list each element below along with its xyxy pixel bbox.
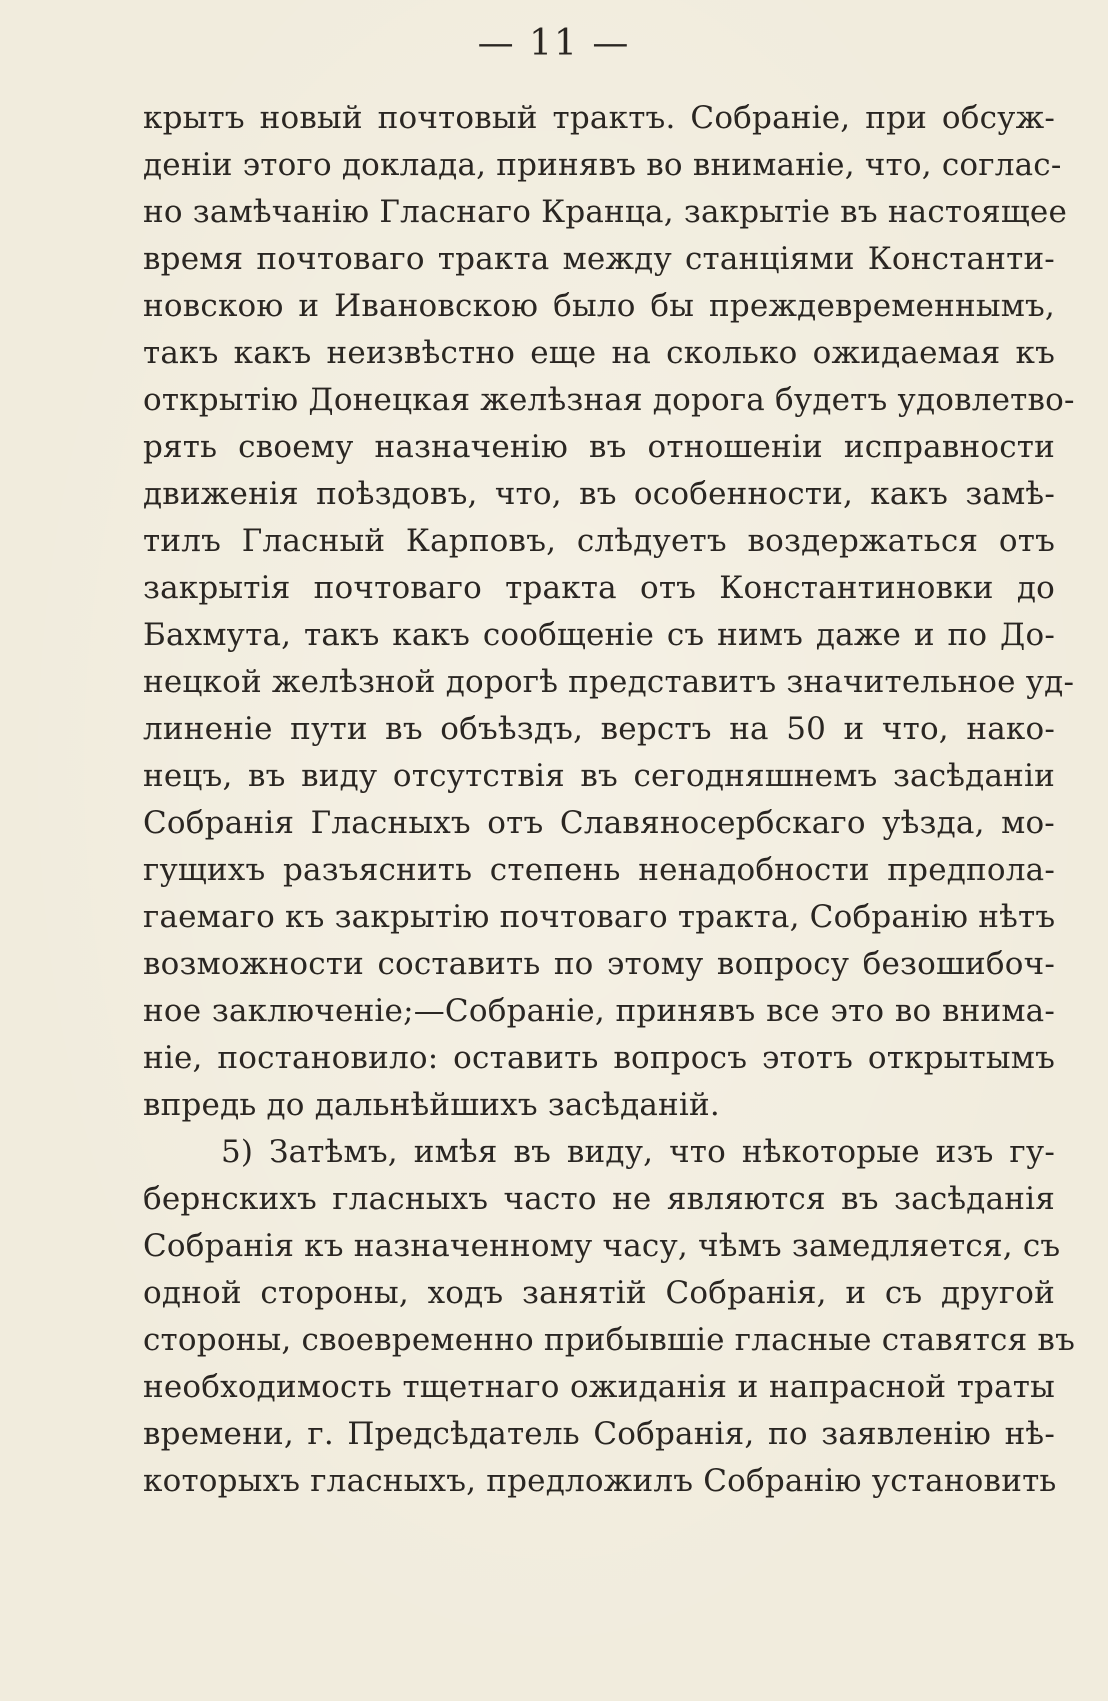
text-line: но замѣчанію Гласнаго Кранца, закрытіе въ настоящее [143,194,1068,230]
text-line: Собранія къ назначенному часу, чѣмъ замедляется, съ [143,1228,1061,1264]
text-line: стороны, своевременно прибывшіе гласные ставятся въ [143,1322,1075,1358]
text-line: ніе, постановило: оставить вопросъ этотъ открытымъ [143,1040,1055,1076]
page-number: — 11 — [477,23,631,64]
text-line: Бахмута, такъ какъ сообщеніе съ нимъ даже и по До- [143,617,1055,653]
text-line: деніи этого доклада, принявъ во вниманіе, что, соглас- [143,147,1062,183]
text-line: крытъ новый почтовый трактъ. Собраніе, при обсуж- [143,100,1055,136]
text-line: рять своему назначенію въ отношеніи исправности [143,429,1055,465]
text-line: бернскихъ гласныхъ часто не являются въ засѣданія [143,1181,1055,1217]
text-line: возможности составить по этому вопросу безошибоч- [143,946,1055,982]
text-line: времени, г. Предсѣдатель Собранія, по заявленію нѣ- [143,1416,1055,1452]
text-line: закрытія почтоваго тракта отъ Константиновки до [143,570,1055,606]
body-text [143,95,1075,1505]
text-line: нецкой желѣзной дорогѣ представитъ значительное уд- [143,664,1075,700]
text-line: открытію Донецкая желѣзная дорога будетъ удовлетво- [143,382,1075,418]
text-line: такъ какъ неизвѣстно еще на сколько ожидаемая къ [143,335,1055,371]
text-line: одной стороны, ходъ занятій Собранія, и съ другой [143,1275,1055,1311]
text-line: ное заключеніе;—Собраніе, принявъ все это во внима- [143,993,1055,1029]
text-line: нецъ, въ виду отсутствія въ сегодняшнемъ засѣданіи [143,758,1055,794]
text-line: которыхъ гласныхъ, предложилъ Собранію установить [143,1463,1057,1499]
paragraph-end-line: впредь до дальнѣйшихъ засѣданій. [143,1087,720,1123]
text-line: Собранія Гласныхъ отъ Славяносербскаго уѣзда, мо- [143,805,1055,841]
text-line: гущихъ разъяснить степень ненадобности предпола- [143,852,1055,888]
text-line: линеніе пути въ объѣздъ, верстъ на 50 и что, нако- [143,711,1055,747]
text-line: движенія поѣздовъ, что, въ особенности, какъ замѣ- [143,476,1055,512]
text-line: гаемаго къ закрытію почтоваго тракта, Собранію нѣтъ [143,899,1056,935]
text-line: тилъ Гласный Карповъ, слѣдуетъ воздержаться отъ [143,523,1055,559]
paragraph-start-line: 5) Затѣмъ, имѣя въ виду, что нѣкоторые изъ гу- [221,1134,1055,1170]
text-line: новскою и Ивановскою было бы преждевременнымъ, [143,288,1055,324]
text-line: необходимость тщетнаго ожиданія и напрасной траты [143,1369,1055,1405]
text-line: время почтоваго тракта между станціями Константи- [143,241,1055,277]
